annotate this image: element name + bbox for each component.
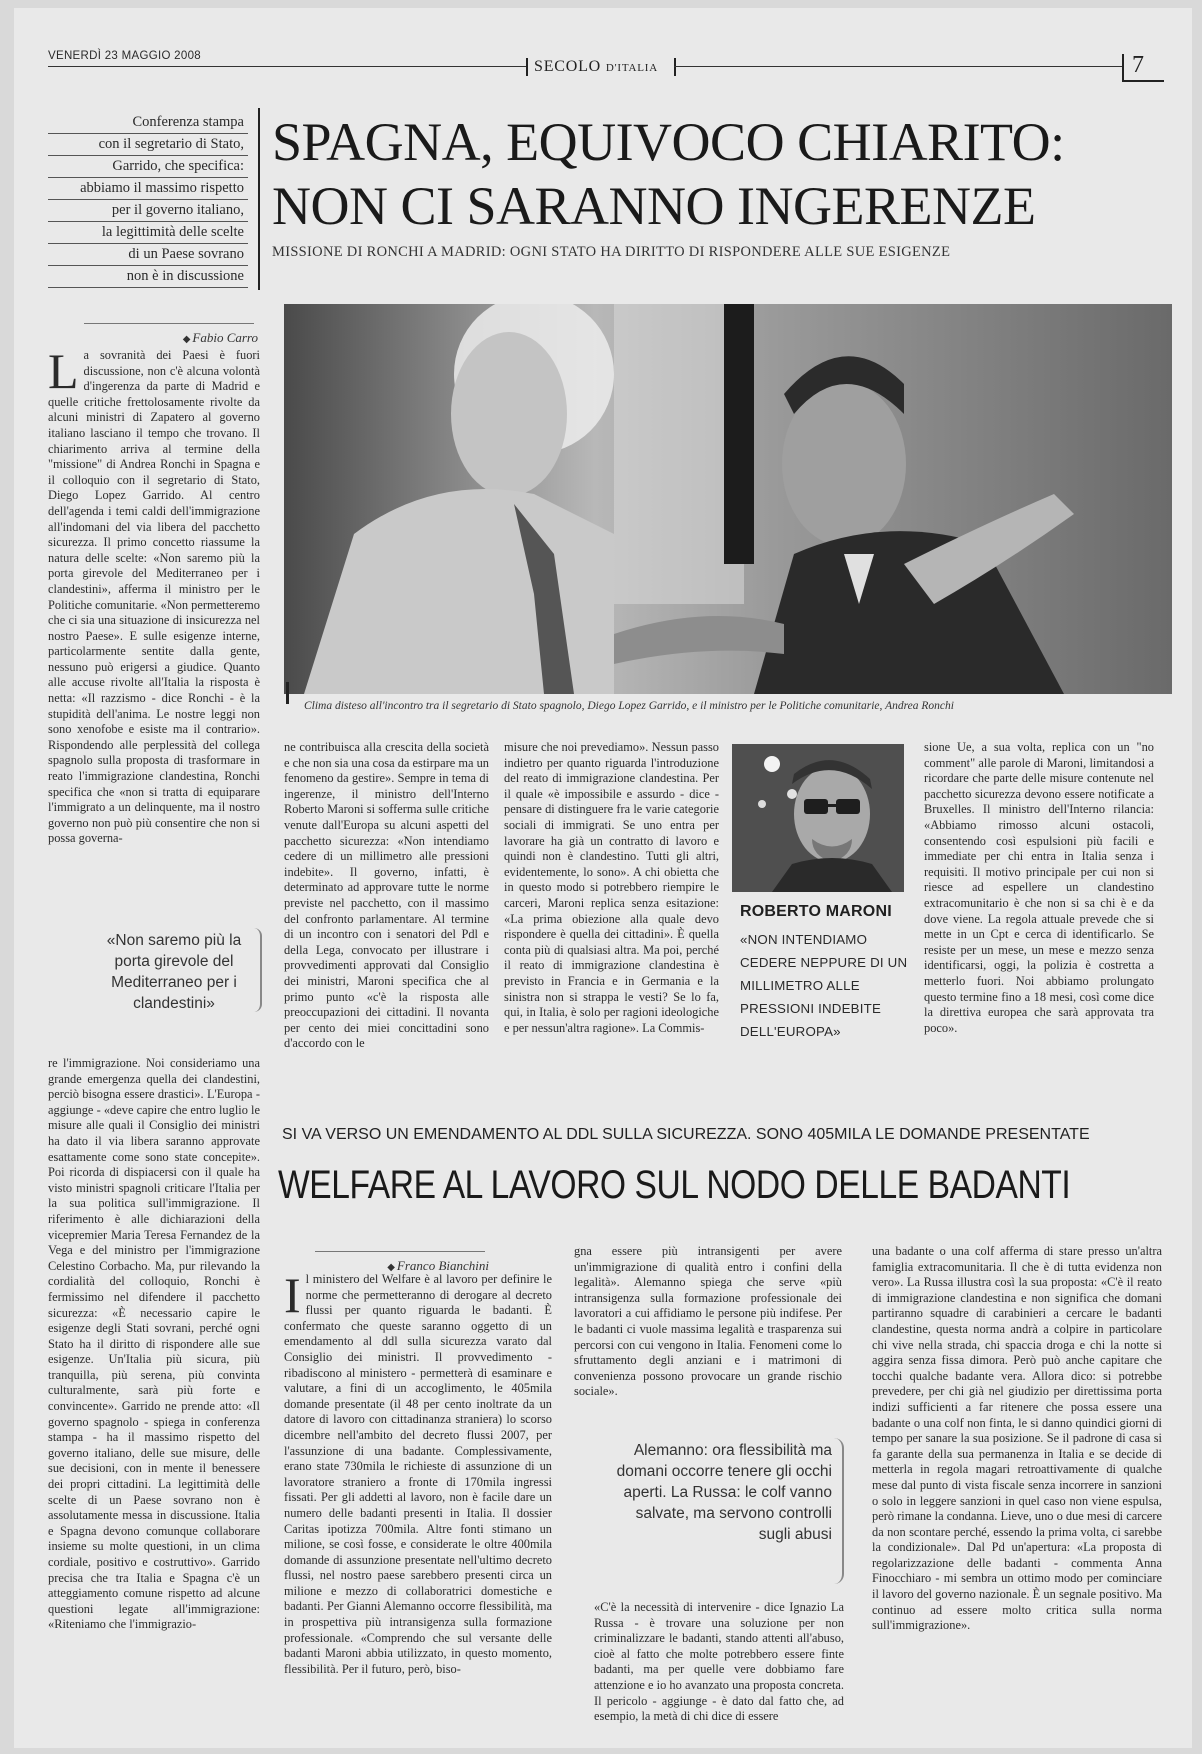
- summary-line: Garrido, che specifica:: [48, 156, 248, 178]
- summary-lines: [48, 112, 248, 288]
- bottom-article-col2: gna essere più intransigenti per avere un'immigrazione di qualità entro i confini della legalità». Alemanno spiega che serve «più intransigenza sulla formazione professionale dei lavoratori a cui affidiamo le persone più indifese. Per le badanti ci vuole massima legalità e trasparenza sui percorsi con cui vengono in Italia. Fenomeni come lo sfruttamento degli anziani e i matrimoni di convenienza possono provocare un grande rischio sociale».: [574, 1244, 842, 1399]
- bottom-kicker: SI VA VERSO UN EMENDAMENTO AL DDL SULLA SICUREZZA. SONO 405MILA LE DOMANDE PRESENTATE: [282, 1126, 1090, 1143]
- photo-caption: Clima disteso all'incontro tra il segretario di Stato spagnolo, Diego Lopez Garrido, e il ministro per le Politiche comunitarie, Andrea Ronchi: [304, 700, 954, 712]
- summary-line: con il segretario di Stato,: [48, 134, 248, 156]
- top-byline-name: Fabio Carro: [192, 330, 258, 345]
- masthead-rule-right: [674, 66, 1124, 67]
- caption-marker: [286, 682, 289, 704]
- masthead-bracket-right: [674, 58, 676, 76]
- top-article-col2: ne contribuisca alla crescita della società e che non sia una cosa da estirpare ma un fenomeno da gestire». Sempre in tema di ingerenze, il ministro dell'Interno Roberto Maroni si sofferma sulle critiche venute dall'Europa su alcuni aspetti del pacchetto sicurezza: «Non intendiamo cedere di un millimetro alle pressioni indebite». Il governo, infatti, è determinato ad approvare tutte le norme previste nel pacchetto, con il massimo del confronto parlamentare. Al termine di un incontro con i senatori del Pdl e della Lega, convocato per illustrare i provvedimenti approvati dal Consiglio dei ministri, Maroni specifica che al primo punto «c'è la risposta alle preoccupazioni dei cittadini. Il novanta per cento dei miei concittadini sono d'accordo con le: [284, 740, 489, 1051]
- main-headline-line2: NON CI SARANNO INGERENZE: [272, 176, 1036, 236]
- bottom-pullquote: Alemanno: ora flessibilità ma domani occorre tenere gli occhi aperti. La Russa: le colf vanno salvate, ma servono controlli sugli abusi: [616, 1442, 832, 1543]
- bottom-byline-diamond-icon: ◆: [387, 1262, 395, 1273]
- summary-line: per il governo italiano,: [48, 200, 248, 222]
- byline-diamond-icon: ◆: [182, 334, 191, 345]
- bottom-dropcap: I: [284, 1272, 301, 1323]
- summary-line: Conferenza stampa: [48, 112, 248, 134]
- paper-name-sub: D'ITALIA: [605, 62, 658, 74]
- bottom-article-col3: una badante o una colf afferma di stare presso un'altra famiglia extracomunitaria. Il che è di tutta evidenza non vero». La Russa illustra così la sua proposta: «C'è il reato di immigrazione clandestina e non significa che domani partiranno squadre di carabinieri a cercare le badanti clandestine, questa norma andrà a colpire in particolare chi vive nella strada, chi spaccia droga e chi la notte si aggira senza fissa dimora. Però può anche capitare che tocchi qualche badante vera. Allora dico: si potrebbe prevedere, per chi già nel giudizio per direttissima porta indizi sufficienti a far ritenere che possa essere una badante o una colf non finta, le si danno quindici giorni di tempo per sanare la sua posizione. Se il padrone di casa si fa garante della sua permanenza in Italia e se decide di metterla in regola magari retroattivamente di qualche mese dal punto di vista fiscale senza incorrere in sanzioni o solo in leggere sanzioni in quel caso non viene espulsa, però rimane la condanna. Lieve, uno o due mesi di carcere da non scontare perché, essendo la prima volta, ci sarebbe la condizionale». Dal Pd un'apertura: «La proposta di regolarizzazione delle badanti - commenta Anna Finocchiaro - mi sembra un ottimo modo per cominciare il lavoro del governo nazionale. È un segnale positivo. Ma continuo ad essere molto critica sulla norma sull'immigrazione».: [872, 1244, 1162, 1633]
- maroni-quote: «NON INTENDIAMO CEDERE NEPPURE DI UN MILLIMETRO ALLE PRESSIONI INDEBITE DELL'EUROPA»: [740, 932, 908, 1039]
- top-col1-text: a sovranità dei Paesi è fuori discussione, non c'è alcuna volontà d'ingerenza da parte di Madrid e quelle critiche frettolosamente rivolte da alcuni ministri di Zapatero al governo italiano lasciano il tempo che trovano. Il chiarimento arriva al termine della "missione" di Andrea Ronchi in Spagna e il colloquio con il segretario di Stato, Diego Lopez Garrido. Al centro dell'agenda i temi caldi dell'immigrazione all'indomani del via libera del pacchetto sicurezza. Il primo concetto riassume la natura delle scelte: «Non saremo più la porta girevole del Mediterraneo per i clandestini», afferma il ministro per le Politiche comunitarie. «Non permetteremo che ci sia una situazione di insicurezza nel nostro Paese». E sulle esigenze interne, particolarmente sentite dalla gente, nessuno può erigersi a giudice. Quanto alle accuse rivolte all'Italia la risposta è netta: «Il razzismo - dice Ronchi - è la stupidità dell'anima. Le nostre leggi non sono xenofobe e esiste ma il contrario». Rispondendo alle perplessità del collega spagnolo sulla proposta di trasformare in reato l'immigrazione clandestina, Ronchi specifica che «non si tratta di equiparare l'immigrato a un delinquente, ma il nostro governo non può più consentire che non si possa governa-: [48, 348, 260, 846]
- top-article-col3: misure che noi prevediamo». Nessun passo indietro per quanto riguarda l'introduzione del reato di immigrazione clandestina. Per il quale «è impossibile e assurdo - dice - pensare di distinguere fra le varie categorie sociali di immigrati. Se uno entra per lavorare ha già un contratto di lavoro e quindi non è clandestino. Tutti gli altri, evidentemente, lo sono». A chi obietta che in questo modo si potrebbero riempire le carceri, Maroni replica senza esitazione: «La prima obiezione alla quale devo rispondere è quella dei cittadini». È quella conta più di qualsiasi altra. Ma poi, perché il reato di immigrazione clandestina è previsto in Francia e in Germania e la sinistra non si strappa le vesti? Se lo fa, qui, in Italia, è solo per ragioni ideologiche e per nessun'altra ragione». La Commis-: [504, 740, 719, 1035]
- pullquote-brace: [252, 928, 262, 1012]
- bottom-headline: WELFARE AL LAVORO SUL NODO DELLE BADANTI: [278, 1163, 1071, 1207]
- page-date: VENERDÌ 23 MAGGIO 2008: [48, 50, 201, 62]
- newspaper-page: [14, 8, 1192, 1748]
- summary-line: di un Paese sovrano: [48, 244, 248, 266]
- bottom-byline: [284, 1242, 489, 1274]
- bottom-article-col2-cont: «C'è la necessità di intervenire - dice Ignazio La Russa - è trovare una soluzione per non criminalizzare le badanti, stando attenti all'abuso, cioè al fatto che molte potrebbero essere finte badanti, ma per quelle vere dobbiamo fare attenzione e io ho avanzato una proposta concreta. Il pericolo - aggiunge - è dato dal fatto che, ad esempio, la metà di chi dice di essere: [594, 1600, 844, 1724]
- top-dropcap: L: [48, 348, 79, 399]
- main-subheadline: MISSIONE DI RONCHI A MADRID: OGNI STATO HA DIRITTO DI RISPONDERE ALLE SUE ESIGENZE: [272, 244, 951, 260]
- masthead-rule-left: [48, 66, 526, 67]
- summary-line: abbiamo il massimo rispetto: [48, 178, 248, 200]
- maroni-name: ROBERTO MARONI: [740, 903, 892, 920]
- page-number: 7: [1132, 52, 1144, 78]
- summary-line: la legittimità delle scelte: [48, 222, 248, 244]
- main-photo: [284, 304, 1172, 694]
- bottom-col1-text: l ministero del Welfare è al lavoro per definire le norme che permetteranno di derogare al decreto flussi per quanto riguarda le badanti. È confermato che queste saranno oggetto di un emendamento al ddl sulla sicurezza varato dal Consiglio dei ministri. Il provvedimento - ribadiscono al ministero - permetterà di esaminare e valutare, a fini di un accoglimento, le 405mila domande presentate (il 48 per cento inoltrate da un datore di lavoro con cittadinanza straniera) lo scorso dicembre nell'ambito del decreto flussi 2007, per l'assunzione di una badante. Complessivamente, erano state 730mila le richieste di assunzione di un lavoratore straniero a fronte di 170mila ingressi fissati. Per gli addetti al lavoro, non è facile dare un numero delle badanti presenti in Italia. Il dossier Caritas ipotizza 700mila. Altre fonti stimano un milione, se così fosse, e considerate le oltre 400mila domande di assunzione presentate nell'ultimo decreto flussi, nel nostro paese sarebbero presenti circa un milione e mezzo di collaboratrici domestiche e badanti. Per Gianni Alemanno occorre flessibilità, ma in prospettiva più intransigenza sulla formazione professionale. «Comprendo che sul versante delle badanti Maroni abbia utilizzato, in questo momento, flessibilità. Per il futuro, però, biso-: [284, 1272, 552, 1676]
- top-article-col1: [48, 348, 260, 974]
- paper-name-main: SECOLO: [534, 58, 602, 75]
- top-article-col4: sione Ue, a sua volta, replica con un "no comment" alle parole di Maroni, limitandosi a ricordare che parte delle misure contenute nel pacchetto sicurezza devono essere notificate a Bruxelles. Il ministro dell'Interno rilancia: «Abbiamo rimosso alcuni ostacoli, consentendo così espulsioni più facili e immediate per chi entra in Italia senza i requisiti. Il motivo principale per cui non si riesce ad espellere un clandestino extracomunitario è che non si sa chi è e da dove viene. La regola attuale prevede che si mette in un Cpt e cerca di identificarlo. Se resiste per un mese, un mese e mezzo senza identificarsi, oggi, la polizia è costretta a metterlo fuori. Noi abbiamo prolungato questo termine fino a 18 mesi, così come dice la direttiva europea che sarà approvata tra poco».: [924, 740, 1154, 1035]
- maroni-photo: [732, 744, 904, 892]
- top-byline: [48, 314, 258, 346]
- masthead-bracket-left: [526, 58, 528, 76]
- bottom-article-col1: [284, 1272, 552, 1746]
- bottom-byline-name: Franco Bianchini: [396, 1258, 489, 1273]
- summary-line: non è in discussione: [48, 266, 248, 288]
- bottom-pullquote-brace: [834, 1438, 844, 1584]
- paper-name: [534, 58, 658, 76]
- main-headline-line1: SPAGNA, EQUIVOCO CHIARITO:: [272, 112, 1065, 172]
- top-article-col1-cont: re l'immigrazione. Noi consideriamo una grande emergenza quella dei clandestini, perciò bisogna essere drastici». L'Europa - aggiunge - «deve capire che entro luglio le misure alle quali il Consiglio dei ministri ha dato il via libera saranno approvate esattamente come sono state concepite». Poi ricorda di dispiacersi con il quale ha visto ministri spagnoli criticare l'Italia per la sua politica sull'immigrazione. Il riferimento è alle dichiarazioni della vicepremier Maria Teresa Fernandez de la Vega e del ministro per l'immigrazione Celestino Corbacho. Ma, pur rilevando la cordialità del colloquio, Ronchi è fermissimo nel difendere il pacchetto sicurezza: «È necessario capire le esigenze degli Stati sovrani, perché ogni Stato ha il diritto di rispondere alle sue esigenze. Un'Italia più sicura, più tranquilla, più serena, più convinta culturalmente, sarà più forte e convincente». Garrido ne prende atto: «Il governo spagnolo - spiega in conferenza stampa - ha il massimo rispetto del governo italiano, delle sue misure, delle sue decisioni, con in mente il benessere dei propri cittadini. La legittimità delle scelte di un Paese sovrano non è assolutamente messa in discussione. Italia e Spagna devono comunque collaborare insieme su molte questioni, in un clima cordiale, positivo e costruttivo». Garrido precisa che tra Italia e Spagna c'è un atteggiamento comune rispetto ad alcune questioni legate all'immigrazione: «Riteniamo che l'immigrazio-: [48, 1056, 260, 1632]
- top-pullquote: «Non saremo più la porta girevole del Mediterraneo per i clandestini»: [106, 932, 242, 1012]
